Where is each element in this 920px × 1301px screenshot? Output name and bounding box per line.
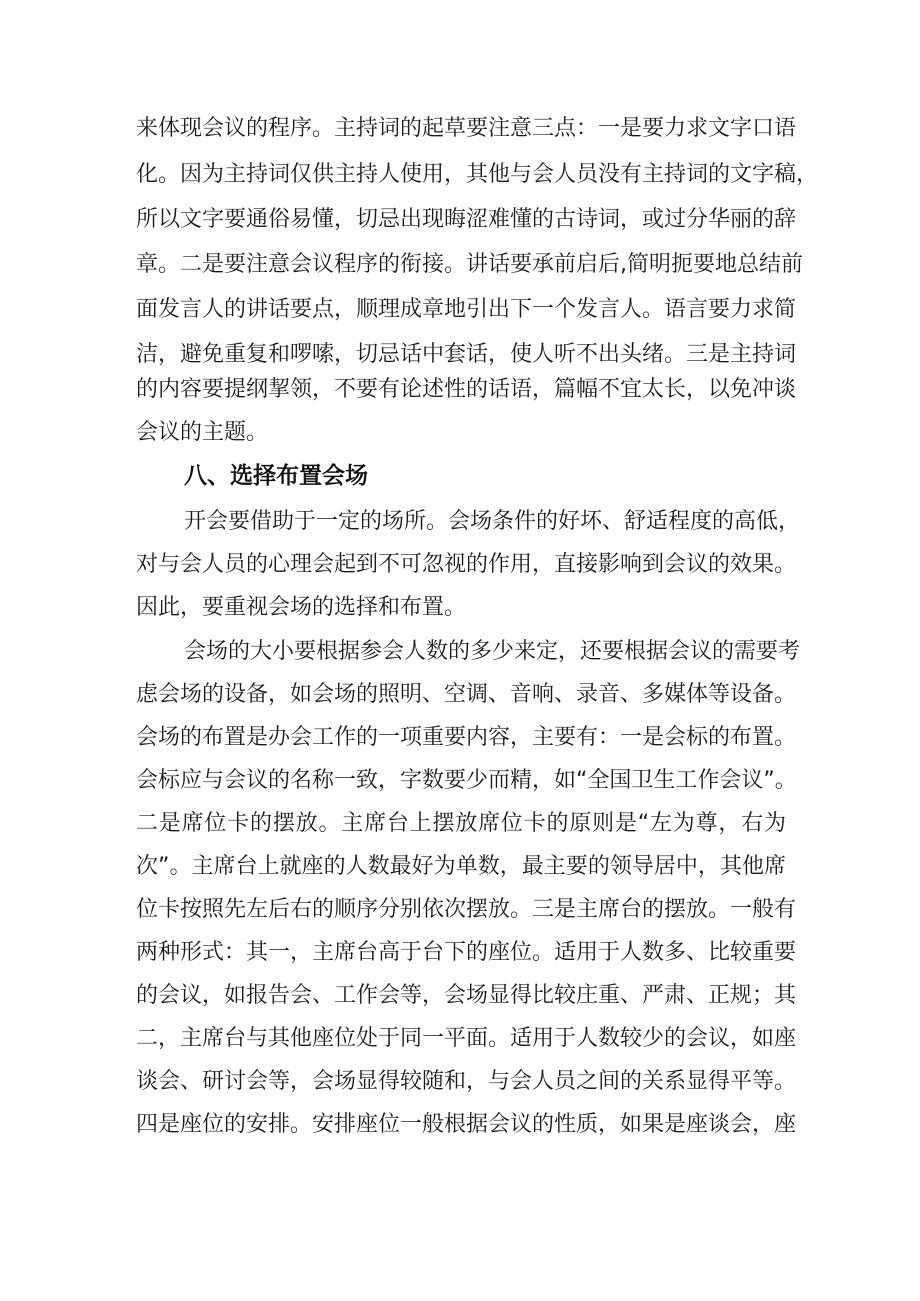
text-line: 因此，要重视会场的选择和布置。 xyxy=(136,595,467,620)
text-line: 虑会场的设备，如会场的照明、空调、音响、录音、多媒体等设备。 xyxy=(136,682,797,707)
text-line: 次”。主席台上就座的人数最好为单数，最主要的领导居中，其他席 xyxy=(136,854,786,879)
text-line: 化。因为主持词仅供主持人使用，其他与会人员没有主持词的文字稿， xyxy=(136,162,819,187)
text-line: 两种形式：其一，主席台高于台下的座位。适用于人数多、比较重要 xyxy=(136,940,797,965)
text-line: 会标应与会议的名称一致，字数要少而精，如“全国卫生工作会议”。 xyxy=(136,768,797,793)
text-line: 面发言人的讲话要点，顺理成章地引出下一个发言人。语言要力求简 xyxy=(136,297,797,322)
text-line: 的内容要提纲挈领，不要有论述性的话语，篇幅不宜太长，以免冲谈 xyxy=(136,377,797,402)
text-line: 对与会人员的心理会起到不可忽视的作用，直接影响到会议的效果。 xyxy=(136,552,797,577)
text-line: 所以文字要通俗易懂，切忌出现晦涩难懂的古诗词，或过分华丽的辞 xyxy=(136,207,797,232)
text-line: 洁，避免重复和啰嗦，切忌话中套话，使人听不出头绪。三是主持词 xyxy=(136,342,797,367)
text-line: 谈会、研讨会等，会场显得较随和，与会人员之间的关系显得平等。 xyxy=(136,1069,797,1094)
text-line: 会议的主题。 xyxy=(136,420,269,445)
text-line: 二，主席台与其他座位处于同一平面。适用于人数较少的会议，如座 xyxy=(136,1026,797,1051)
text-line: 位卡按照先左后右的顺序分别依次摆放。三是主席台的摆放。一般有 xyxy=(136,897,797,922)
text-line: 二是席位卡的摆放。主席台上摆放席位卡的原则是“左为尊，右为 xyxy=(136,811,786,836)
text-line: 会场的布置是办会工作的一项重要内容，主要有：一是会标的布置。 xyxy=(136,725,797,750)
text-line: 章。二是要注意会议程序的衔接。讲话要承前启后,简明扼要地总结前 xyxy=(136,252,803,277)
text-line: 四是座位的安排。安排座位一般根据会议的性质，如果是座谈会，座 xyxy=(136,1112,797,1137)
text-line: 的会议，如报告会、工作会等，会场显得比较庄重、严肃、正规；其 xyxy=(136,983,797,1008)
text-line: 开会要借助于一定的场所。会场条件的好坏、舒适程度的高低， xyxy=(184,509,801,534)
text-line: 来体现会议的程序。主持词的起草要注意三点：一是要力求文字口语 xyxy=(136,116,797,141)
text-line: 会场的大小要根据参会人数的多少来定，还要根据会议的需要考 xyxy=(184,639,801,664)
section-heading: 八、选择布置会场 xyxy=(184,463,368,489)
